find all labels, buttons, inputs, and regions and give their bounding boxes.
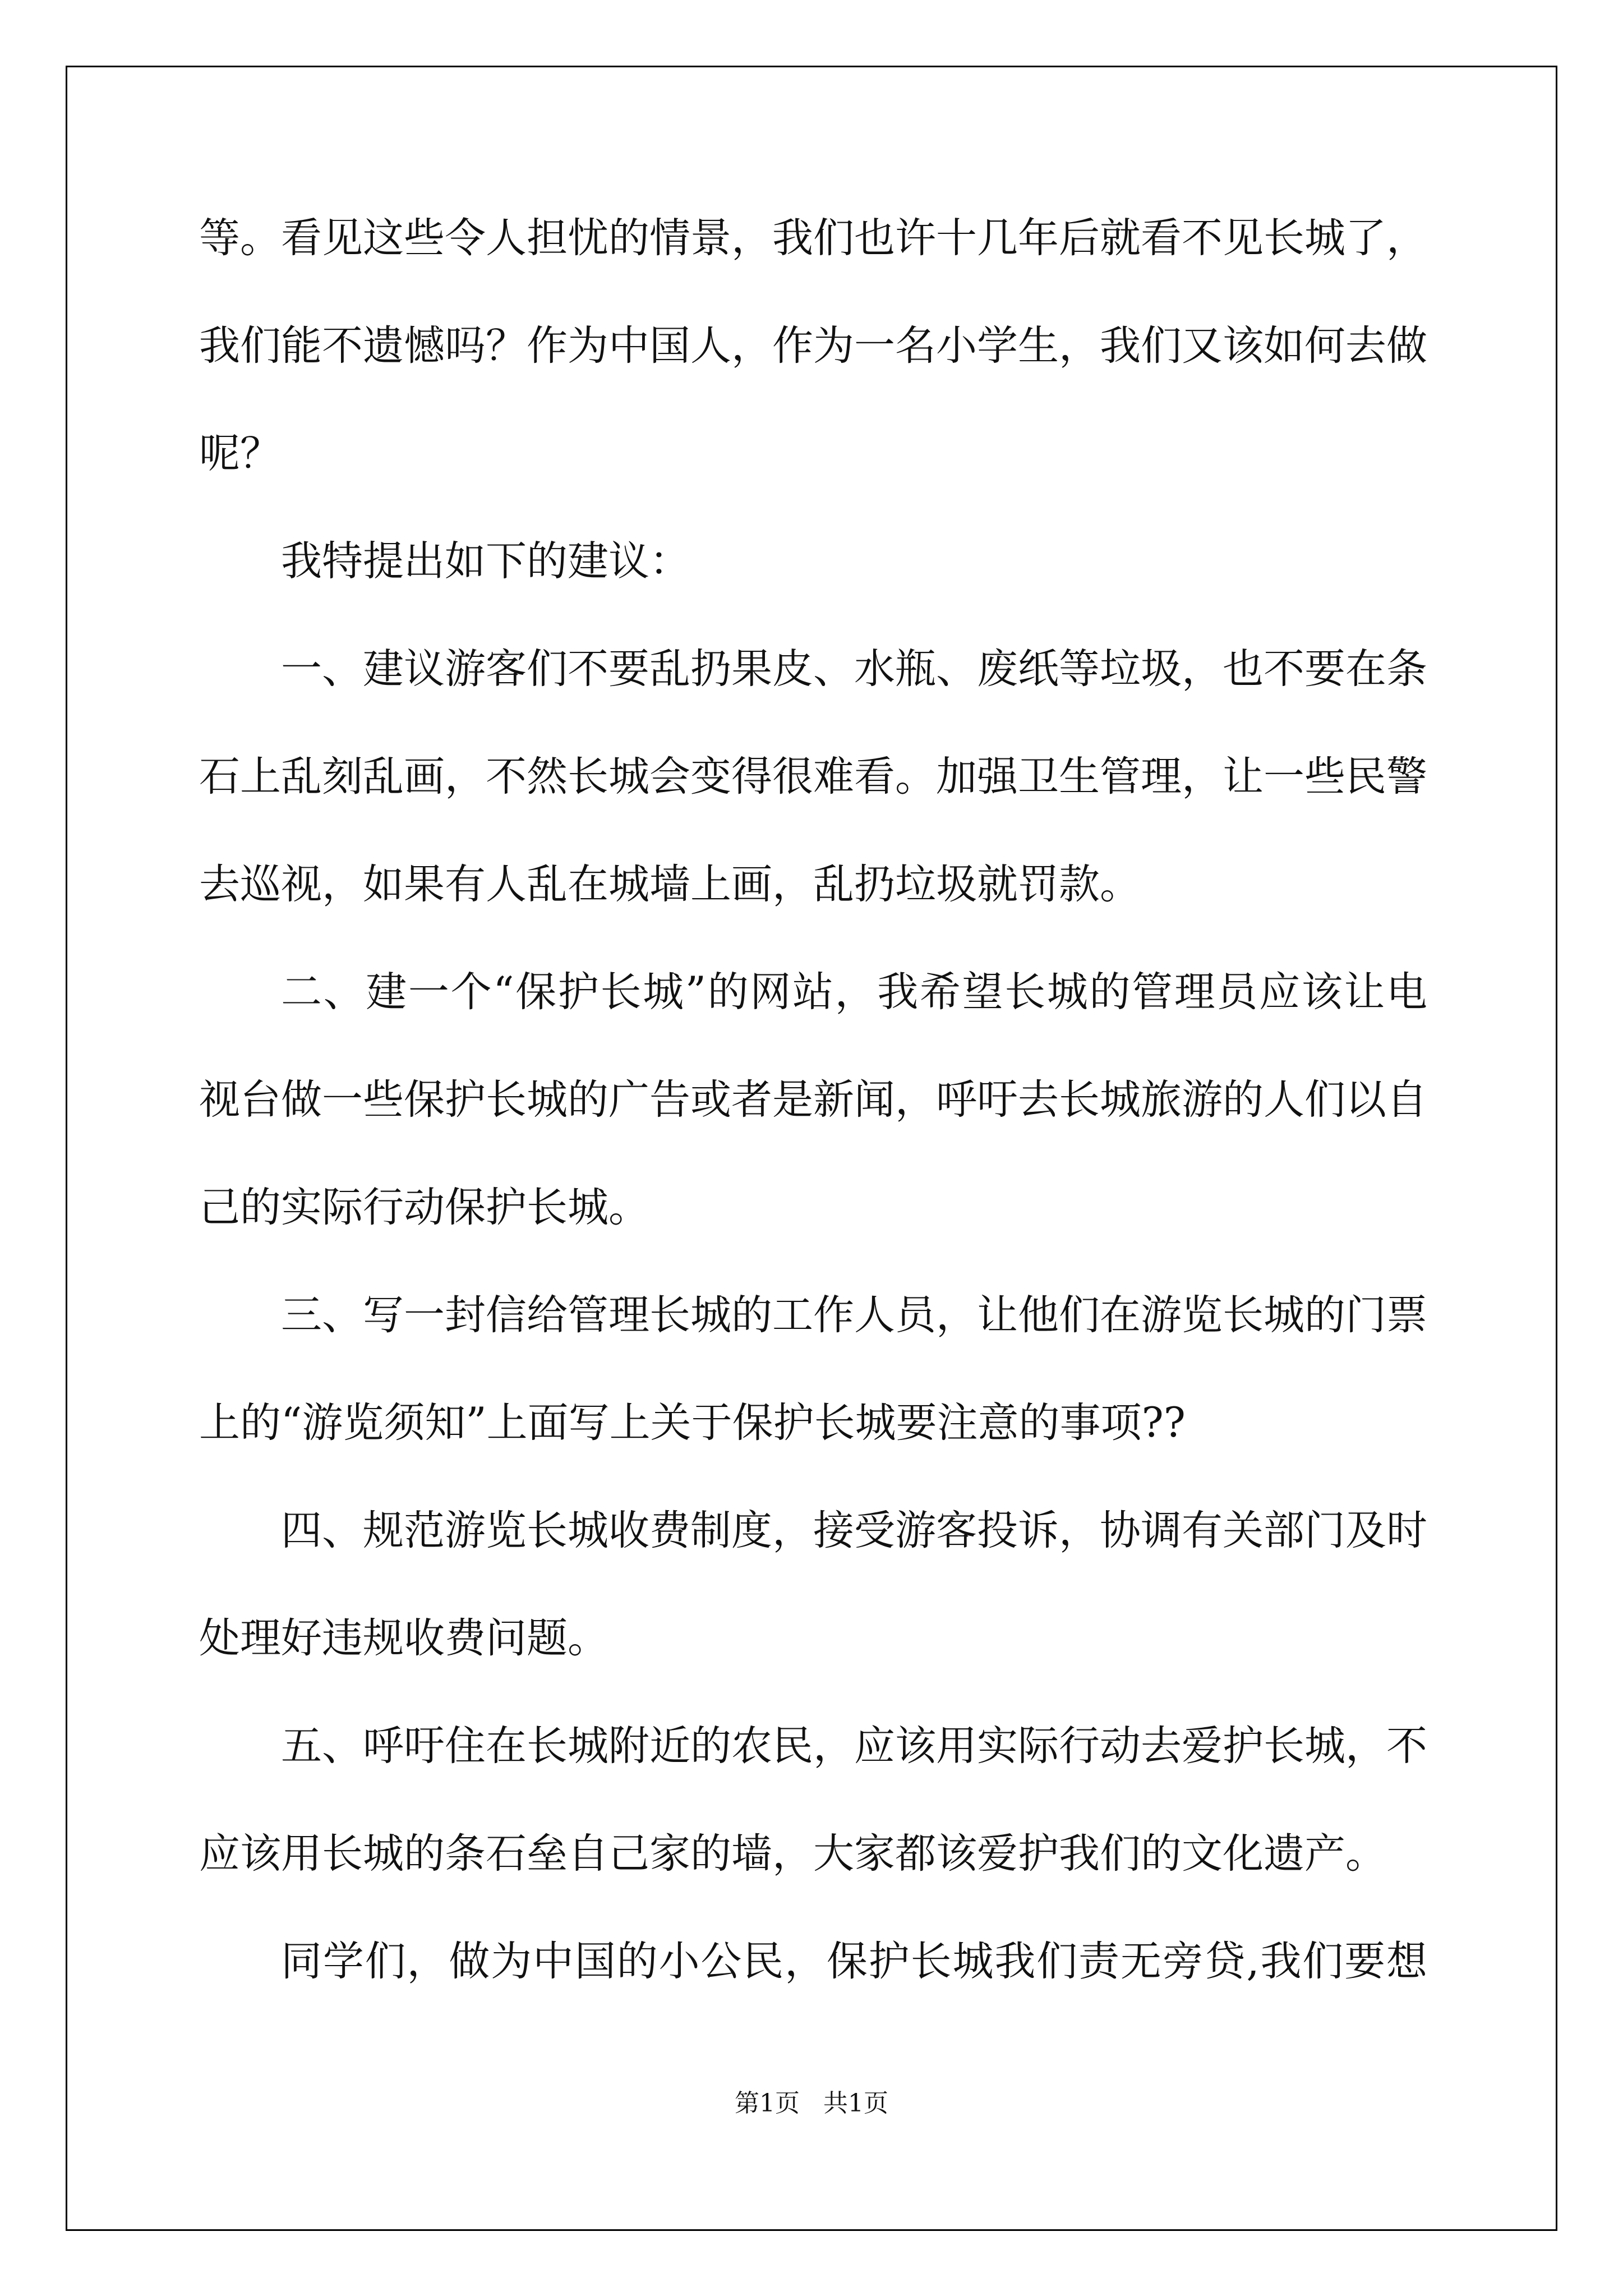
paragraph-line: 五、呼吁住在长城附近的农民，应该用实际行动去爱护长城，不 bbox=[281, 1722, 1427, 1770]
paragraph-line: 石上乱刻乱画，不然长城会变得很难看。加强卫生管理，让一些民警 bbox=[199, 753, 1427, 800]
paragraph-line: 三、写一封信给管理长城的工作人员，让他们在游览长城的门票 bbox=[281, 1291, 1427, 1339]
paragraph-line: 我们能不遗憾吗？作为中国人，作为一名小学生，我们又该如何去做 bbox=[199, 322, 1427, 370]
paragraph-line: 呢？ bbox=[199, 430, 281, 477]
paragraph-line: 视台做一些保护长城的广告或者是新闻，呼吁去长城旅游的人们以自 bbox=[199, 1076, 1427, 1124]
paragraph-line: 去巡视，如果有人乱在城墙上画，乱扔垃圾就罚款。 bbox=[199, 861, 1141, 908]
paragraph-line: 我特提出如下的建议： bbox=[281, 537, 690, 585]
page-number-footer: 第1页 共1页 bbox=[735, 2089, 888, 2118]
paragraph-line: 应该用长城的条石垒自己家的墙，大家都该爱护我们的文化遗产。 bbox=[199, 1830, 1386, 1878]
paragraph-line: 同学们，做为中国的小公民，保护长城我们责无旁贷,我们要想 bbox=[281, 1938, 1427, 1985]
paragraph-line: 处理好违规收费问题。 bbox=[199, 1614, 608, 1662]
paragraph-line: 一、建议游客们不要乱扔果皮、水瓶、废纸等垃圾，也不要在条 bbox=[281, 645, 1427, 693]
paragraph-line: 上的“游览须知”上面写上关于保护长城要注意的事项?? bbox=[199, 1399, 1186, 1447]
paragraph-line: 等。看见这些令人担忧的情景，我们也许十几年后就看不见长城了， bbox=[199, 214, 1427, 262]
paragraph-line: 己的实际行动保护长城。 bbox=[199, 1184, 649, 1231]
page-border bbox=[66, 66, 1557, 2231]
paragraph-line: 四、规范游览长城收费制度，接受游客投诉，协调有关部门及时 bbox=[281, 1507, 1427, 1554]
paragraph-line: 二、建一个“保护长城”的网站，我希望长城的管理员应该让电 bbox=[281, 968, 1427, 1016]
